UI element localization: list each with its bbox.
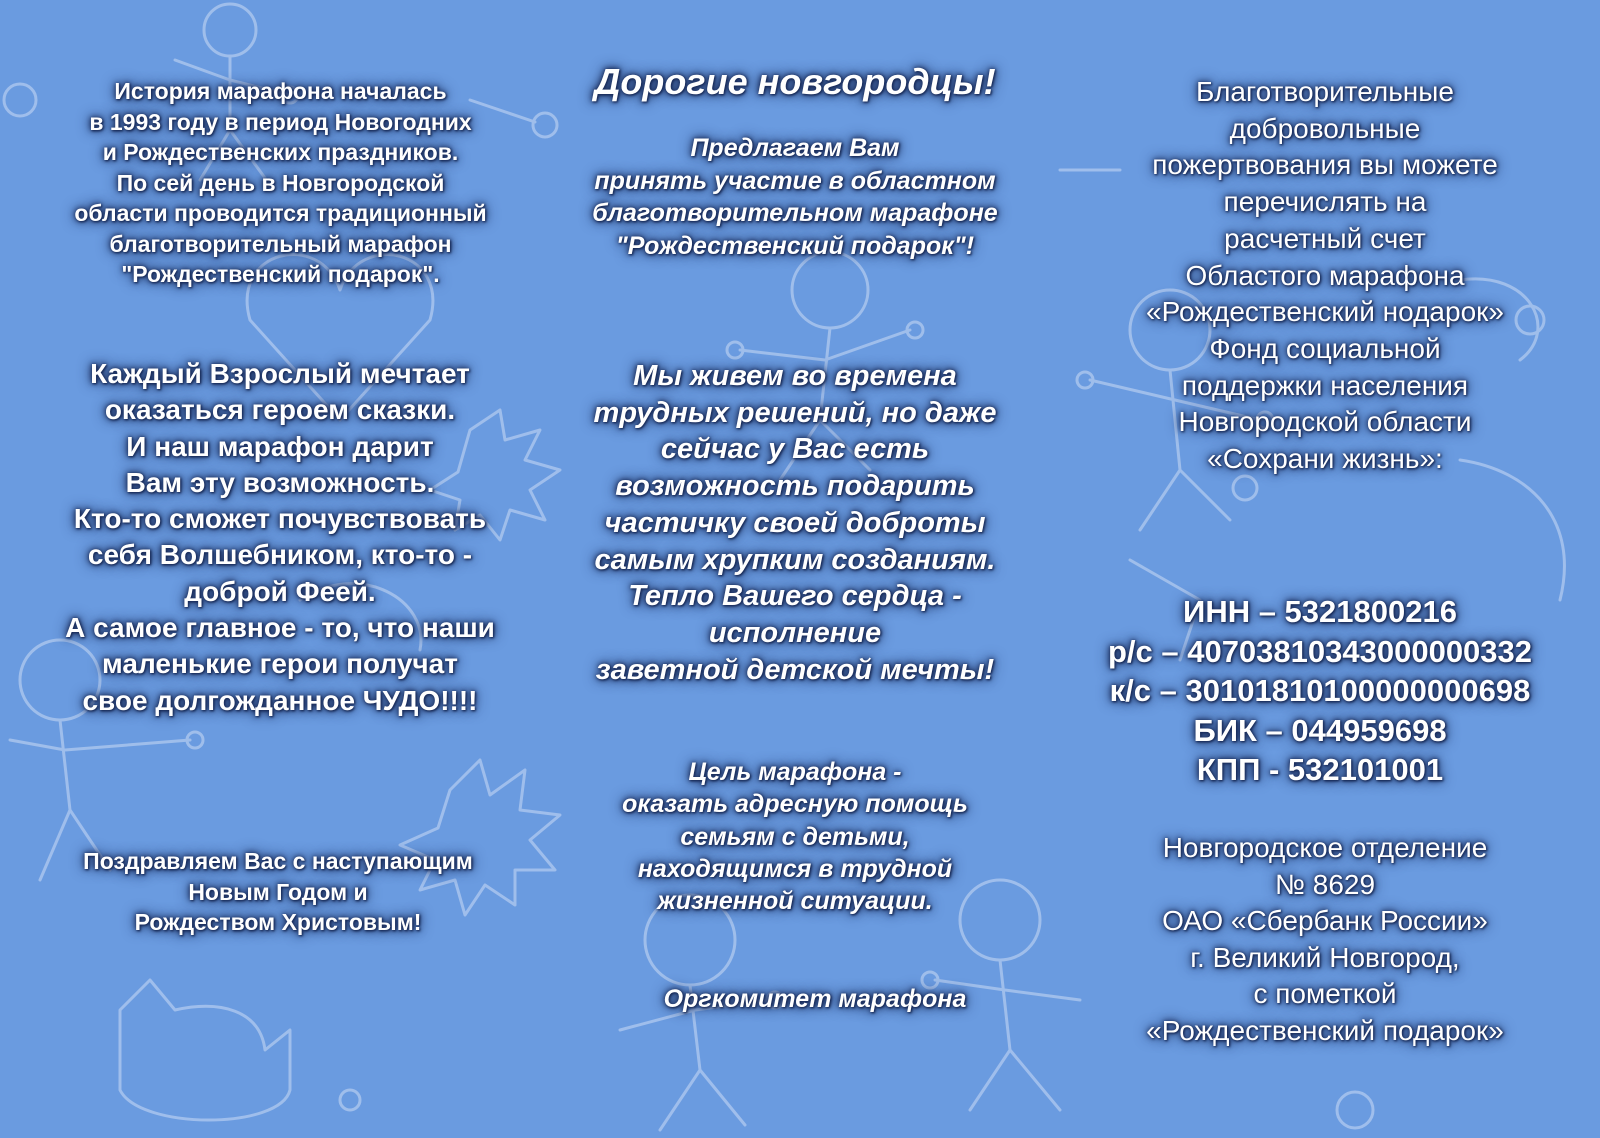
organizing-committee-signature: Оргкомитет марафона — [663, 985, 967, 1013]
offer-paragraph: Предлагаем Вам принять участие в областном благотворительном марафоне "Рождественский подарок"! — [592, 134, 998, 260]
donations-paragraph: Благотворительные добровольные пожертвования вы можете перечислять на расчетный счет Областого марафона «Рождественский нодарок» Фонд социальной поддержки населения Новгородской области «Сохрани жизнь»: — [1146, 76, 1504, 475]
history-paragraph: История марафона началась в 1993 году в период Новогодних и Рождественских праздников. По сей день в Новгородской области проводится традиционный благотворительный марафон "Рождественский подарок". — [74, 78, 487, 287]
adult-dream-paragraph: Каждый Взрослый мечтает оказаться героем сказки. И наш марафон дарит Вам эту возможность. Кто-то сможет почувствовать себя Волшебником, кто-то - доброй Феей. А самое главное - то, что наши маленькие герои получат свое долгожданное ЧУДО!!!! — [65, 358, 495, 716]
page-title: Дорогие новгородцы! — [594, 61, 996, 102]
doodle-cat-head — [120, 980, 290, 1120]
difficult-times-paragraph: Мы живем во времена трудных решений, но даже сейчас у Вас есть возможность подарить частичку своей доброты самым хрупким созданиям. Тепло Вашего сердца - исполнение заветной детской мечты! — [593, 360, 997, 686]
bank-branch-paragraph: Новгородское отделение № 8629 ОАО «Сбербанк России» г. Великий Новгород, с пометкой «Рождественский подарок» — [1146, 832, 1504, 1046]
congratulations-paragraph: Поздравляем Вас с наступающим Новым Годом и Рождеством Христовым! — [83, 848, 473, 935]
bank-details: ИНН – 5321800216 р/с – 40703810343000000332 к/с – 30101810100000000698 БИК – 044959698 КПП - 532101001 — [1107, 594, 1533, 787]
marathon-goal-paragraph: Цель марафона - оказать адресную помощь семьям с детьми, находящимся в трудной жизненной ситуации. — [622, 758, 968, 916]
